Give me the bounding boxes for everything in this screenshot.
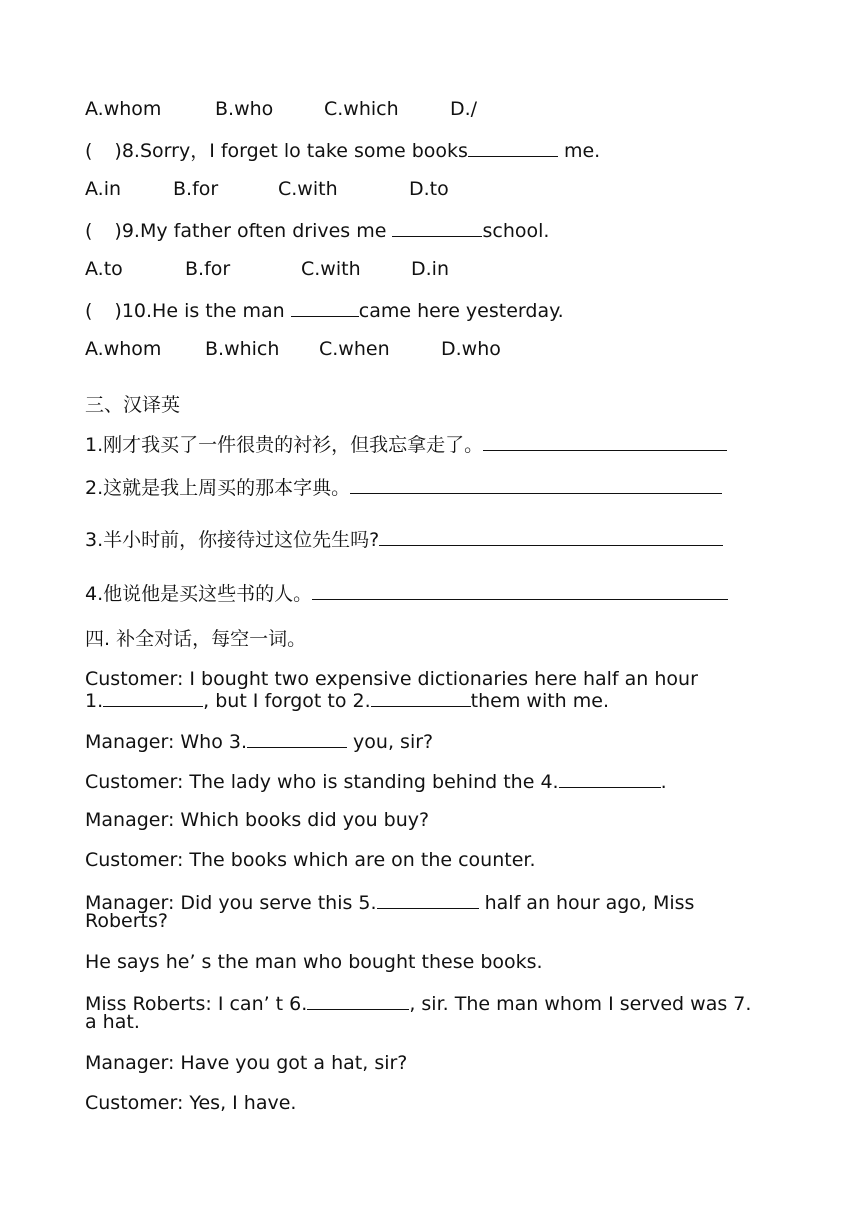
q9-paren-open: ( <box>85 220 93 242</box>
q7-option-b: B.who <box>215 98 274 120</box>
dialogue-line-6-post: half an hour ago, Miss <box>478 892 695 914</box>
dialogue-line-6 <box>85 891 694 914</box>
dialogue-line-10: Customer: Yes, I have. <box>85 1092 297 1114</box>
q8-text-post: me. <box>557 140 601 162</box>
translate-item-2-blank[interactable] <box>350 476 722 494</box>
question-8 <box>85 139 600 162</box>
q10-option-d: D.who <box>441 338 501 360</box>
q8-option-b: B.for <box>173 178 219 200</box>
translate-item-4 <box>85 582 728 605</box>
q9-option-b: B.for <box>185 258 231 280</box>
q8-option-a: A.in <box>85 178 122 200</box>
translate-item-2-text: 2.这就是我上周买的那本字典。 <box>85 477 351 499</box>
dialogue-line-1: Customer: I bought two expensive dictionaries here half an hour <box>85 668 698 690</box>
dialogue-line-1-end: them with me. <box>470 690 609 712</box>
translate-item-3-text: 3.半小时前，你接待过这位先生吗? <box>85 529 380 551</box>
dialogue-line-8-pre: Miss Roberts: I can’ t 6. <box>85 993 308 1015</box>
q9-text-pre: 9.My father often drives me <box>121 220 393 242</box>
q9-blank[interactable] <box>392 219 482 237</box>
translate-item-3-blank[interactable] <box>379 528 723 546</box>
blank-2-label: , but I forgot to 2. <box>203 690 371 712</box>
q10-blank[interactable] <box>291 299 359 317</box>
translate-item-3 <box>85 528 723 551</box>
q10-option-a: A.whom <box>85 338 162 360</box>
dialogue-line-9: Manager: Have you got a hat, sir? <box>85 1052 408 1074</box>
question-10 <box>85 299 564 322</box>
dialogue-line-3 <box>85 770 667 793</box>
blank-1-label: 1. <box>85 690 104 712</box>
q9-paren-close: ) <box>114 220 122 242</box>
dialogue-line-2 <box>85 730 433 753</box>
dialogue-blank-2[interactable] <box>371 689 471 707</box>
question-9 <box>85 219 549 242</box>
q7-option-a: A.whom <box>85 98 162 120</box>
translate-item-4-blank[interactable] <box>312 582 728 600</box>
translate-item-1 <box>85 433 727 456</box>
q8-paren-close: ) <box>114 140 122 162</box>
dialogue-blank-3[interactable] <box>247 730 347 748</box>
q7-option-d: D./ <box>450 98 478 120</box>
q8-option-c: C.with <box>278 178 338 200</box>
dialogue-line-1-cont <box>85 689 609 712</box>
q9-option-d: D.in <box>411 258 449 280</box>
q10-text-pre: 10.He is the man <box>121 300 291 322</box>
translate-item-4-text: 4.他说他是买这些书的人。 <box>85 583 313 605</box>
q9-text-post: school. <box>482 220 550 242</box>
dialogue-blank-4[interactable] <box>559 770 661 788</box>
dialogue-line-2-post: you, sir? <box>347 731 434 753</box>
q8-option-d: D.to <box>409 178 449 200</box>
section-3-heading: 三、汉译英 <box>85 394 181 416</box>
translate-item-2 <box>85 476 722 499</box>
dialogue-line-4: Manager: Which books did you buy? <box>85 809 430 831</box>
q9-option-c: C.with <box>301 258 361 280</box>
dialogue-blank-6[interactable] <box>307 992 409 1010</box>
q10-text-post: came here yesterday. <box>358 300 564 322</box>
q9-option-a: A.to <box>85 258 123 280</box>
q8-text-pre: 8.Sorry，I forget lo take some books <box>121 140 468 162</box>
dialogue-line-6-pre: Manager: Did you serve this 5. <box>85 892 377 914</box>
q10-paren-close: ) <box>114 300 122 322</box>
q8-blank[interactable] <box>468 139 558 157</box>
dialogue-line-3-pre: Customer: The lady who is standing behind the 4. <box>85 771 559 793</box>
dialogue-line-6-cont: Roberts? <box>85 910 168 932</box>
q7-option-c: C.which <box>324 98 399 120</box>
q10-option-b: B.which <box>205 338 280 360</box>
translate-item-1-blank[interactable] <box>483 433 727 451</box>
dialogue-line-2-pre: Manager: Who 3. <box>85 731 248 753</box>
q10-paren-open: ( <box>85 300 93 322</box>
dialogue-line-7: He says he’ s the man who bought these books. <box>85 951 543 973</box>
dialogue-blank-5[interactable] <box>377 891 479 909</box>
dialogue-line-5: Customer: The books which are on the counter. <box>85 849 536 871</box>
section-4-heading: 四. 补全对话，每空一词。 <box>85 628 307 650</box>
dialogue-line-8-post: , sir. The man whom I served was 7. <box>409 993 752 1015</box>
translate-item-1-text: 1.刚才我买了一件很贵的衬衫，但我忘拿走了。 <box>85 434 484 456</box>
dialogue-line-8-cont: a hat. <box>85 1011 140 1033</box>
dialogue-blank-1[interactable] <box>103 689 203 707</box>
dialogue-line-8 <box>85 992 751 1015</box>
q8-paren-open: ( <box>85 140 93 162</box>
dialogue-line-3-post: . <box>660 771 667 793</box>
q10-option-c: C.when <box>319 338 390 360</box>
